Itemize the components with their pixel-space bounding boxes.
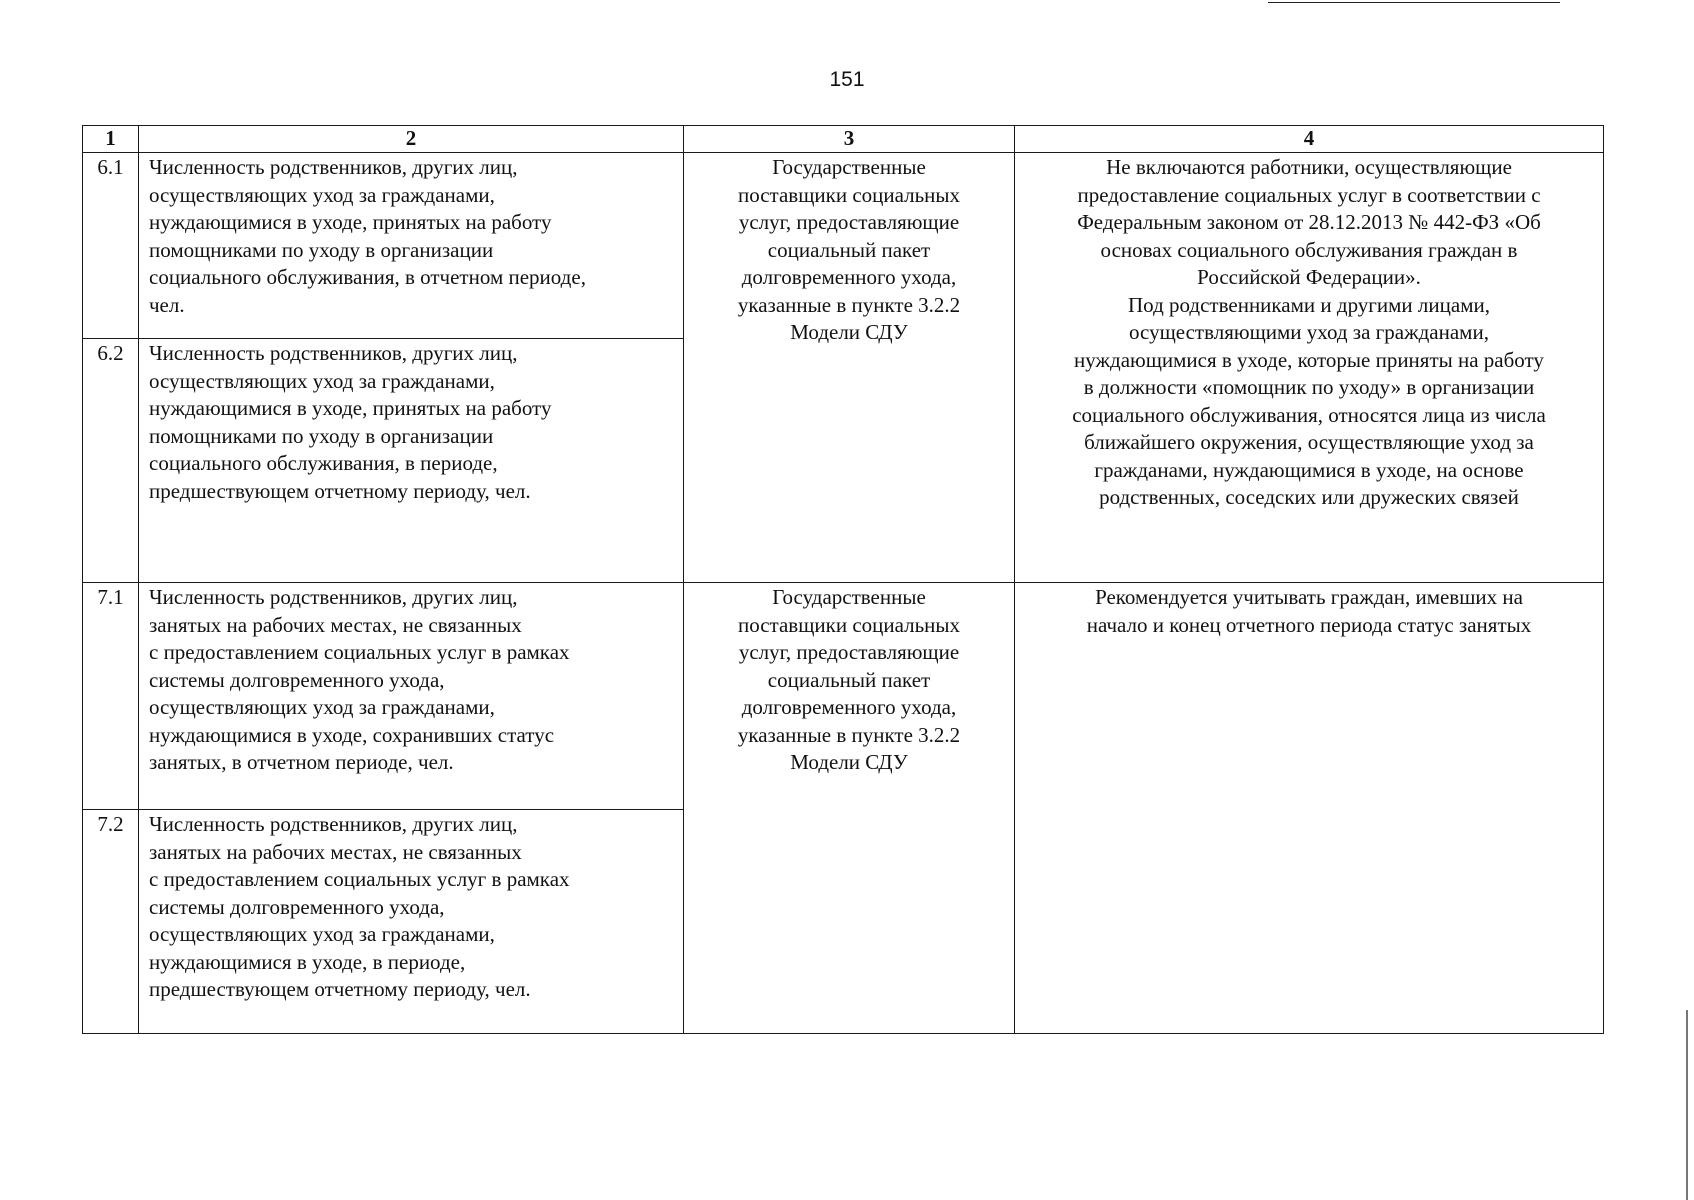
source-line: Государственные	[772, 155, 926, 179]
note-line: Под родственниками и другими лицами,	[1128, 292, 1490, 317]
source-line: социальный пакет	[767, 667, 931, 692]
source-line: долговременного ухода,	[741, 695, 957, 719]
note-line: ближайшего окружения, осуществляющие уход за	[1084, 430, 1534, 454]
source-line: социальный пакет	[767, 237, 931, 262]
source-line: услуг, предоставляющие	[738, 210, 960, 234]
indicator-text	[139, 339, 684, 583]
indicator-line: занятых на рабочих местах, не связанных	[149, 839, 522, 864]
header-col-4: 4	[1015, 126, 1604, 153]
indicator-line: осуществляющих уход за гражданами,	[149, 695, 495, 719]
indicator-line: осуществляющих уход за гражданами,	[149, 922, 495, 946]
source-line: Модели СДУ	[790, 320, 908, 344]
indicator-line: нуждающимися в уходе, в периоде,	[149, 949, 466, 974]
indicator-line: социального обслуживания, в отчетном периоде,	[149, 265, 586, 289]
row-number: 7.2	[83, 810, 139, 1034]
indicator-text	[139, 810, 684, 1034]
source-line: Государственные	[772, 585, 926, 609]
header-col-2: 2	[139, 126, 684, 153]
note-line: в должности «помощник по уходу» в организации	[1083, 375, 1535, 399]
indicator-line: нуждающимися в уходе, принятых на работу	[149, 210, 552, 234]
table-header-row	[83, 126, 1604, 153]
indicator-text	[139, 153, 684, 339]
note-cell	[1015, 583, 1604, 1034]
source-line: указанные в пункте 3.2.2	[737, 292, 961, 317]
indicator-text	[139, 583, 684, 810]
indicators-table	[82, 125, 1604, 1034]
source-line: указанные в пункте 3.2.2	[737, 722, 961, 747]
source-line: поставщики социальных	[737, 182, 961, 207]
indicator-line: нуждающимися в уходе, сохранивших статус	[149, 722, 555, 747]
indicator-line: Численность родственников, других лиц,	[149, 812, 518, 836]
source-cell	[684, 153, 1015, 583]
header-col-3: 3	[684, 126, 1015, 153]
note-line: гражданами, нуждающимися в уходе, на основе	[1094, 457, 1524, 482]
note-line: предоставление социальных услуг в соответствии с	[1077, 182, 1541, 207]
note-line: Российской Федерации».	[1197, 265, 1421, 289]
indicator-line: чел.	[149, 292, 185, 317]
source-line: долговременного ухода,	[741, 265, 957, 289]
indicator-line: системы долговременного ухода,	[149, 667, 445, 692]
source-cell	[684, 583, 1015, 1034]
indicator-line: помощниками по уходу в организации	[149, 423, 494, 448]
source-line: Модели СДУ	[790, 750, 908, 774]
row-number: 7.1	[83, 583, 139, 810]
indicator-line: нуждающимися в уходе, принятых на работу	[149, 396, 552, 420]
table-row	[83, 153, 1604, 339]
source-line: услуг, предоставляющие	[738, 640, 960, 664]
note-cell	[1015, 153, 1604, 583]
note-line: начало и конец отчетного периода статус занятых	[1086, 612, 1532, 637]
indicator-line: занятых на рабочих местах, не связанных	[149, 612, 522, 637]
table-row	[83, 583, 1604, 810]
row-number: 6.1	[83, 153, 139, 339]
indicator-line: предшествующем отчетному периоду, чел.	[149, 977, 531, 1001]
indicator-line: Численность родственников, других лиц,	[149, 155, 518, 179]
top-rule	[1268, 2, 1560, 3]
indicator-line: осуществляющих уход за гражданами,	[149, 182, 495, 207]
note-line: Не включаются работники, осуществляющие	[1106, 155, 1512, 179]
scan-edge-line	[1686, 1010, 1688, 1200]
note-line: Федеральным законом от 28.12.2013 № 442-ФЗ «Об	[1077, 210, 1541, 234]
note-line: нуждающимися в уходе, которые приняты на работу	[1074, 347, 1544, 372]
indicator-line: социального обслуживания, в периоде,	[149, 451, 498, 475]
indicator-line: системы долговременного ухода,	[149, 894, 445, 919]
indicator-line: с предоставлением социальных услуг в рамках	[149, 867, 570, 891]
indicator-line: предшествующем отчетному периоду, чел.	[149, 478, 531, 503]
header-col-1: 1	[83, 126, 139, 153]
indicator-line: помощниками по уходу в организации	[149, 237, 494, 262]
note-line: основах социального обслуживания граждан в	[1100, 237, 1518, 262]
indicator-line: занятых, в отчетном периоде, чел.	[149, 750, 454, 774]
indicator-line: Численность родственников, других лиц,	[149, 585, 518, 609]
indicator-line: Численность родственников, других лиц,	[149, 341, 518, 365]
source-line: поставщики социальных	[737, 612, 961, 637]
note-line: родственных, соседских или дружеских связей	[1099, 485, 1519, 509]
note-line: Рекомендуется учитывать граждан, имевших на	[1095, 585, 1523, 609]
note-line: социального обслуживания, относятся лица из числа	[1072, 402, 1546, 427]
note-line: осуществляющими уход за гражданами,	[1129, 320, 1489, 344]
indicator-line: с предоставлением социальных услуг в рамках	[149, 640, 570, 664]
indicator-line: осуществляющих уход за гражданами,	[149, 368, 495, 393]
row-number: 6.2	[83, 339, 139, 583]
page-number: 151	[829, 68, 865, 91]
